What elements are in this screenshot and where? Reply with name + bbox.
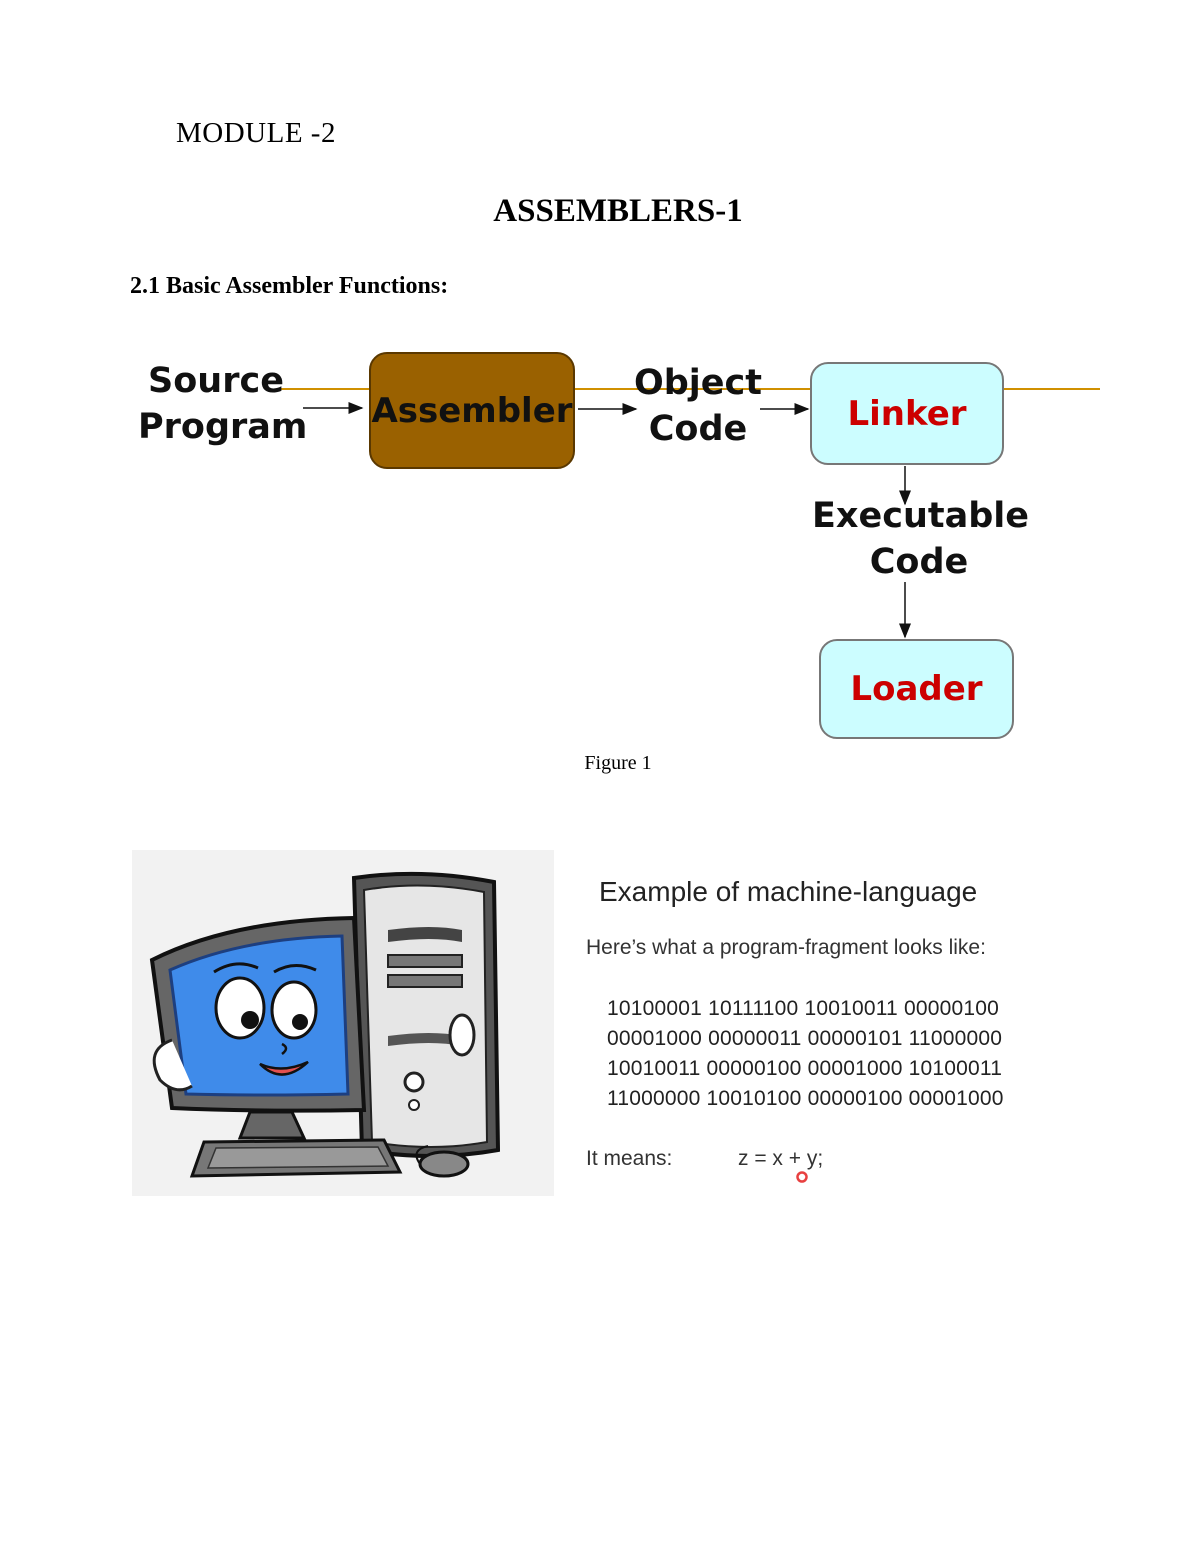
object-code-label <box>630 360 766 452</box>
assembler-label: Assembler <box>371 390 573 431</box>
executable-label-line2: Code <box>869 542 969 582</box>
assembler-box <box>369 352 575 469</box>
cursor-marker-icon <box>795 1170 809 1184</box>
linker-box <box>810 362 1004 465</box>
binary-row: 10010011 00000100 00001000 10100011 <box>607 1057 1003 1080</box>
document-title: ASSEMBLERS-1 <box>493 193 743 229</box>
executable-label-line1: Executable <box>812 496 1030 536</box>
object-label-line1: Object <box>633 363 763 403</box>
binary-row: 11000000 10010100 00000100 00001000 <box>607 1087 1004 1110</box>
means-expression: z = x + y; <box>738 1147 824 1170</box>
object-label-line2: Code <box>648 409 748 449</box>
module-heading: MODULE -2 <box>176 117 336 149</box>
means-label: It means: <box>586 1147 673 1170</box>
source-label-line2: Program <box>138 407 308 447</box>
source-label-line1: Source <box>148 361 284 401</box>
linker-label: Linker <box>847 393 967 434</box>
computer-cartoon-icon <box>132 850 554 1196</box>
source-program-label <box>138 358 308 450</box>
binary-row: 10100001 10111100 10010011 00000100 <box>607 997 1000 1020</box>
computer-illustration <box>132 850 554 1196</box>
executable-code-label <box>812 493 1030 585</box>
section-heading: 2.1 Basic Assembler Functions: <box>130 273 449 299</box>
figure-caption: Figure 1 <box>584 752 652 774</box>
machine-language-title: Example of machine-language <box>599 876 978 907</box>
binary-row: 00001000 00000011 00000101 11000000 <box>607 1027 1003 1050</box>
loader-box <box>819 639 1014 739</box>
machine-language-intro: Here’s what a program-fragment looks like: <box>586 936 986 959</box>
loader-label: Loader <box>850 669 983 709</box>
